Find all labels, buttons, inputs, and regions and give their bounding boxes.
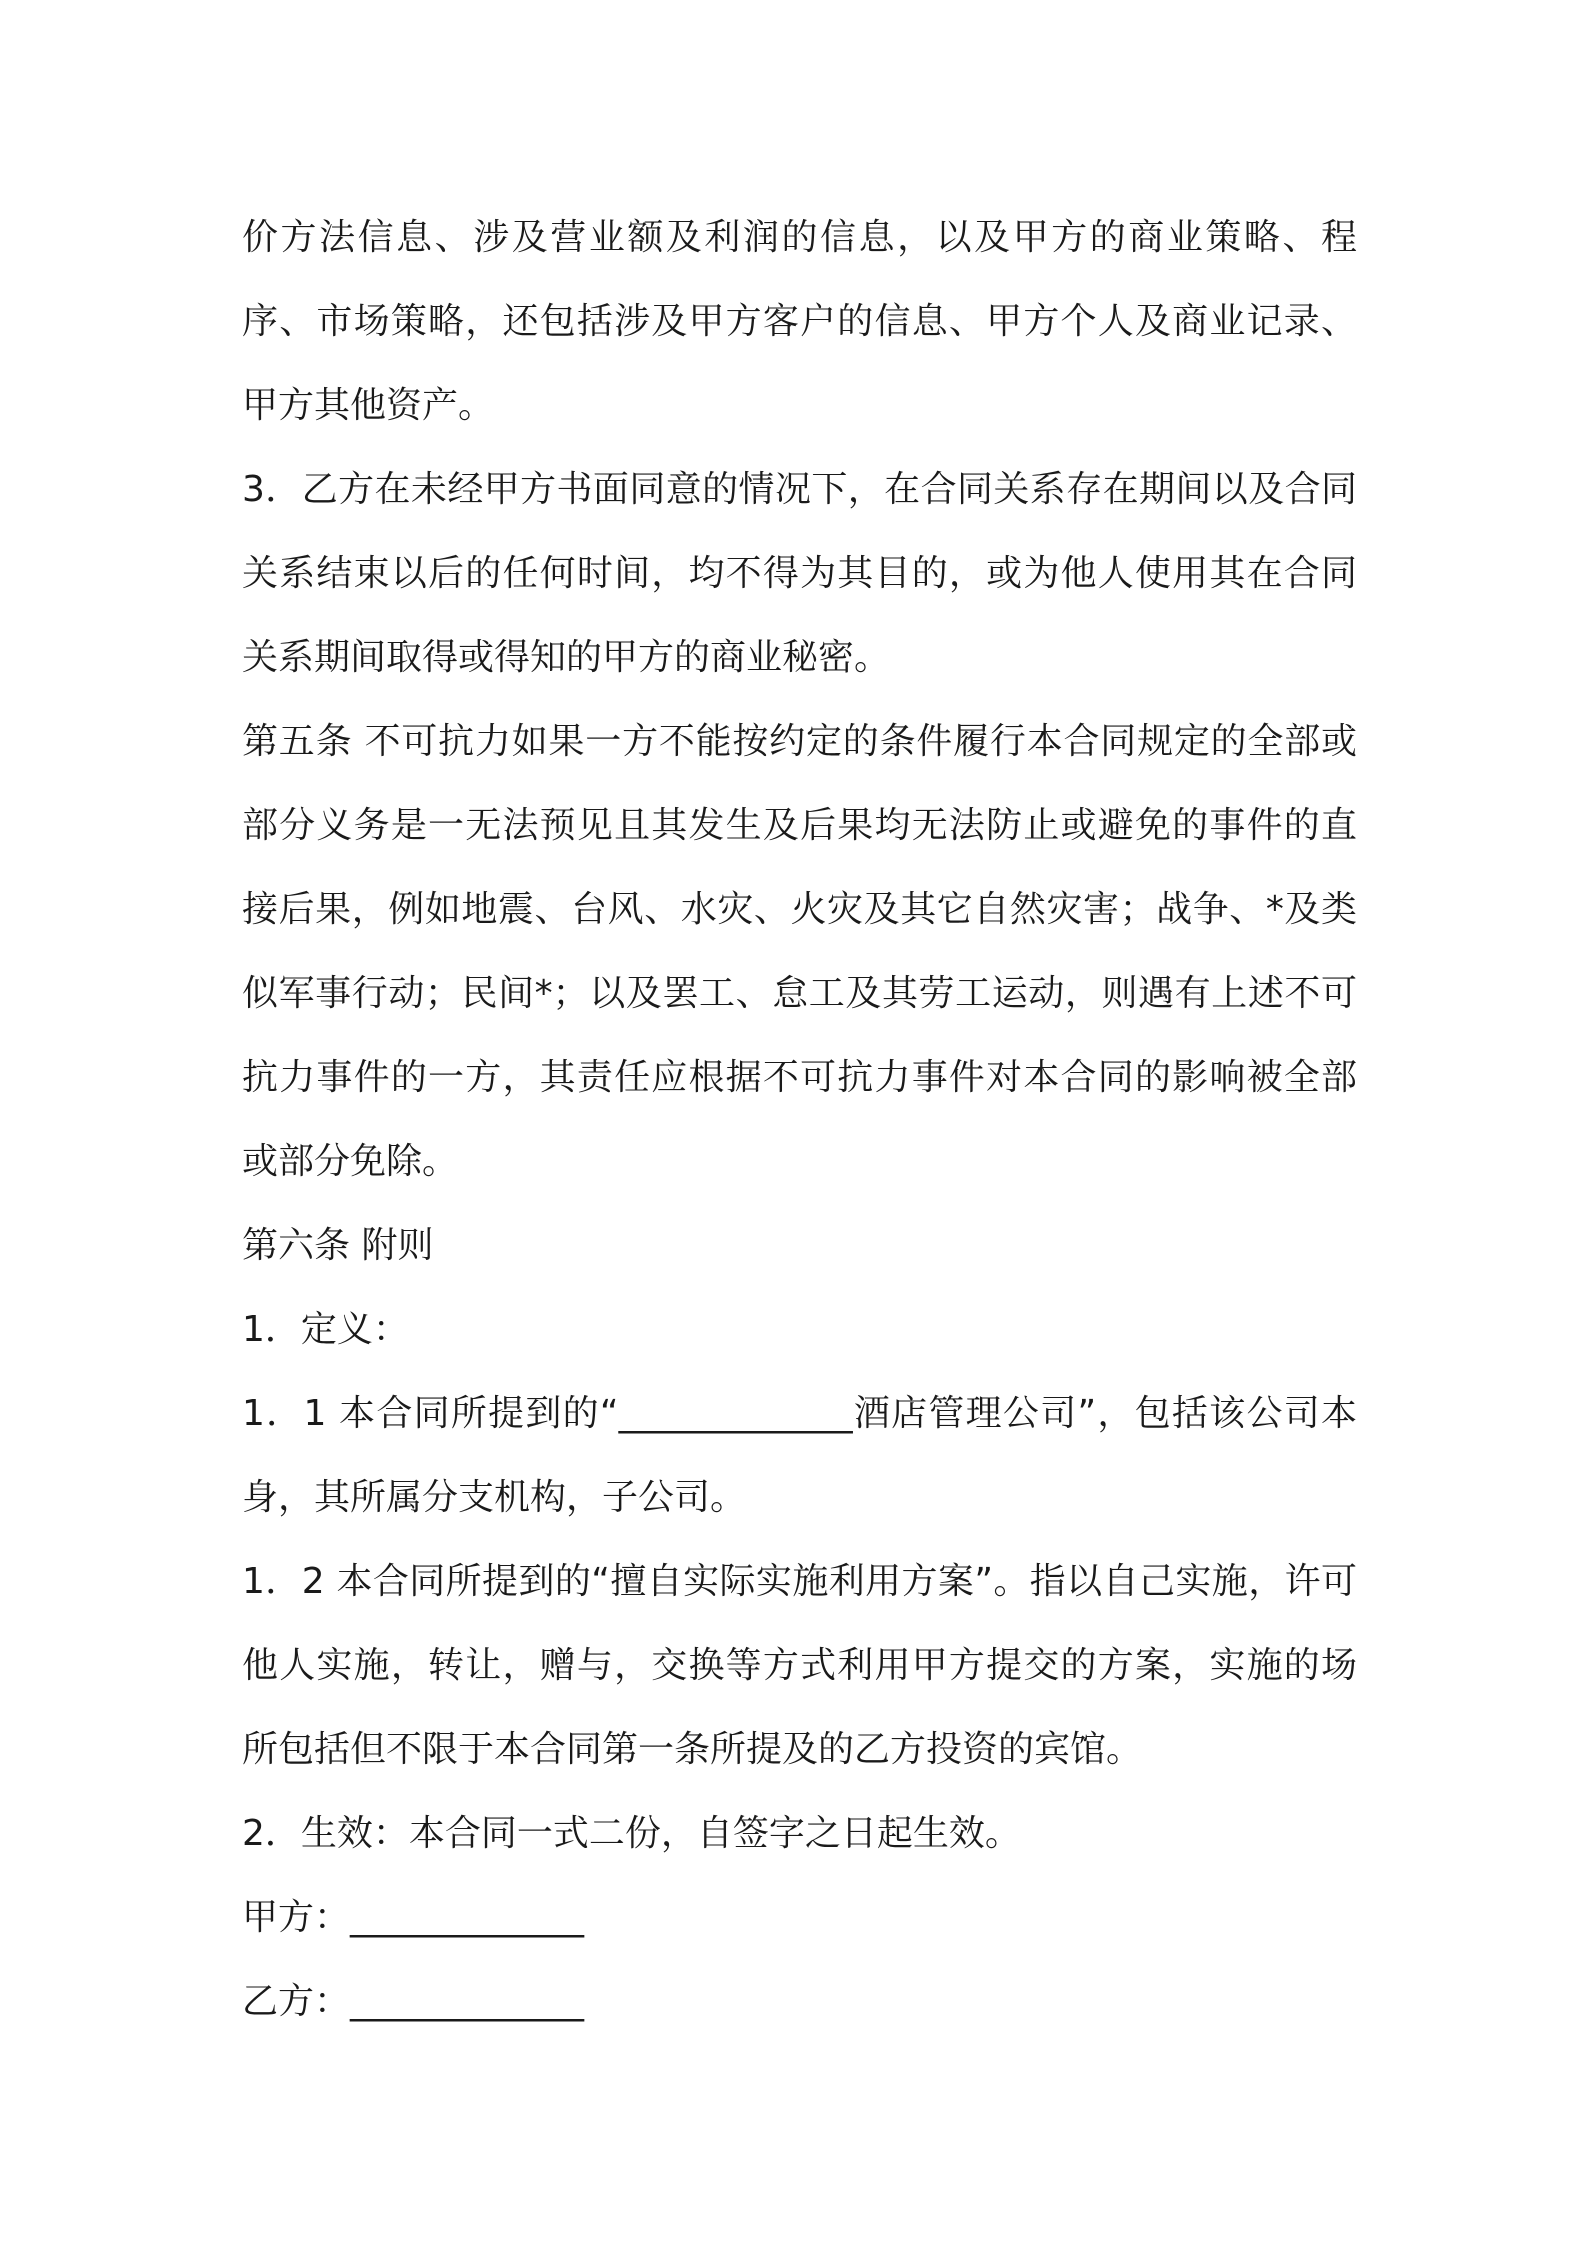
paragraph-clause-3: 3．乙方在未经甲方书面同意的情况下，在合同关系存在期间以及合同关系结束以后的任何时间，均不得为其目的，或为他人使用其在合同关系期间取得或得知的甲方的商业秘密。 bbox=[242, 469, 1357, 678]
paragraph-definition-1-1: 1．1 本合同所提到的“_____________酒店管理公司”，包括该公司本身，其所属分支机构，子公司。 bbox=[242, 1393, 1357, 1518]
document-body bbox=[242, 196, 1357, 2044]
signature-party-b: 乙方：_____________ bbox=[242, 1981, 585, 2022]
signature-party-a: 甲方：_____________ bbox=[242, 1897, 585, 1938]
paragraph-confidential-info: 价方法信息、涉及营业额及利润的信息，以及甲方的商业策略、程序、市场策略，还包括涉及甲方客户的信息、甲方个人及商业记录、甲方其他资产。 bbox=[242, 217, 1357, 426]
paragraph-article-5-force-majeure: 第五条 不可抗力如果一方不能按约定的条件履行本合同规定的全部或部分义务是一无法预见且其发生及后果均无法防止或避免的事件的直接后果，例如地震、台风、水灾、火灾及其它自然灾害；战争、*及类似军事行动；民间*；以及罢工、怠工及其劳工运动，则遇有上述不可抗力事件的一方，其责任应根据不可抗力事件对本合同的影响被全部或部分免除。 bbox=[242, 721, 1357, 1182]
paragraph-definition-1-2: 1．2 本合同所提到的“擅自实际实施利用方案”。指以自己实施，许可他人实施，转让，赠与，交换等方式利用甲方提交的方案，实施的场所包括但不限于本合同第一条所提及的乙方投资的宾馆。 bbox=[242, 1561, 1357, 1770]
paragraph-definitions: 1．定义： bbox=[242, 1309, 409, 1350]
heading-article-6: 第六条 附则 bbox=[242, 1225, 434, 1266]
paragraph-effective: 2．生效：本合同一式二份，自签字之日起生效。 bbox=[242, 1813, 1021, 1854]
